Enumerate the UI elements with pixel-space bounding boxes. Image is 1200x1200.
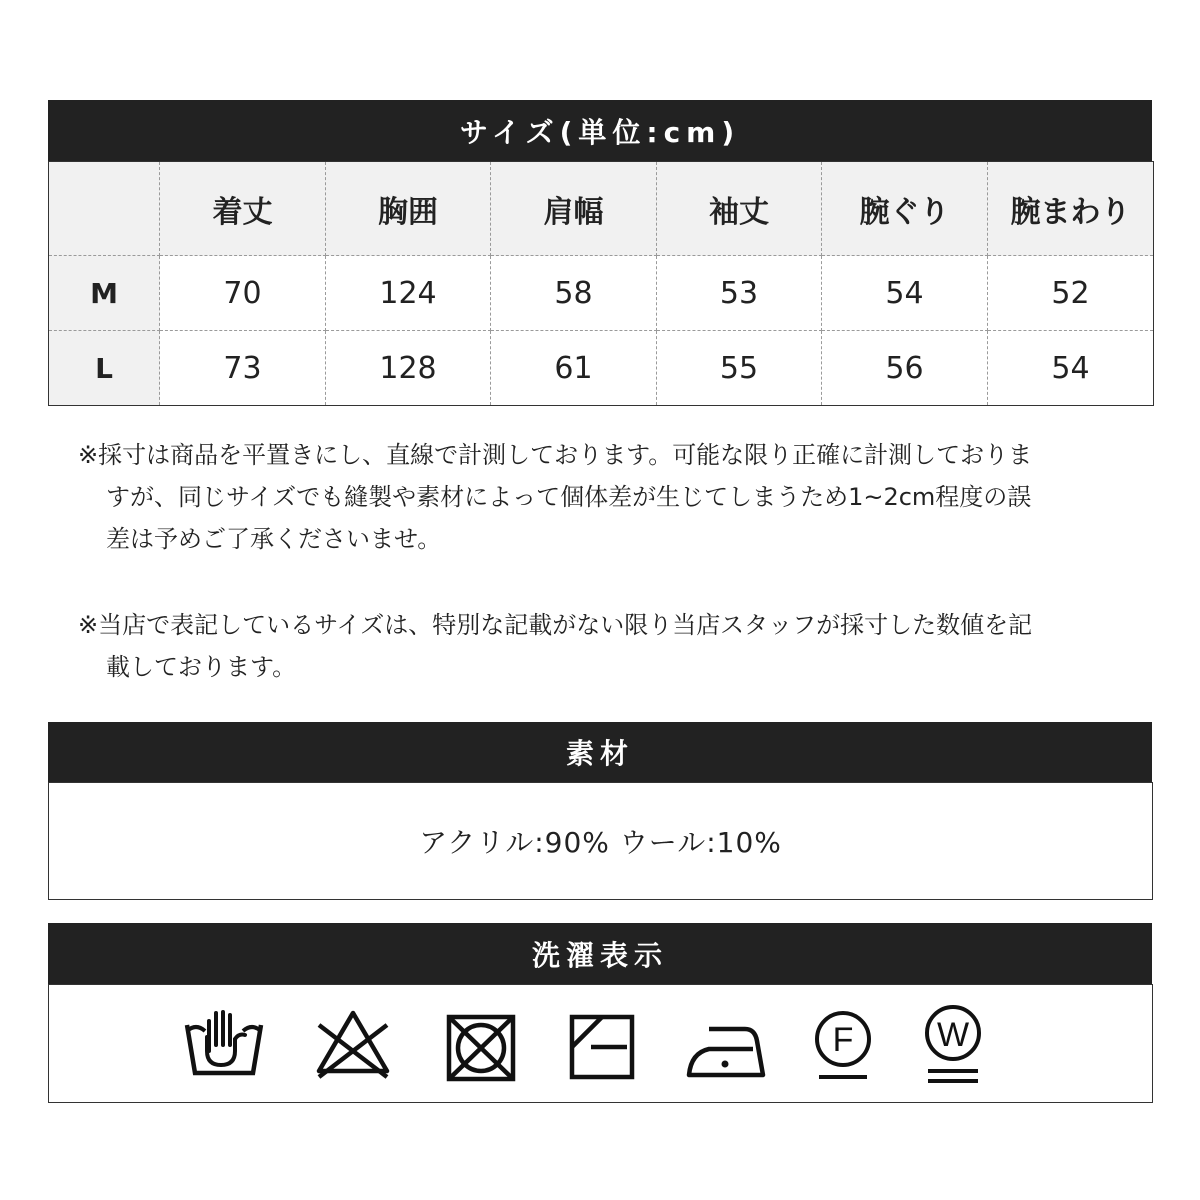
- column-header: 腕ぐり: [822, 162, 988, 256]
- table-cell: 73: [160, 331, 326, 406]
- table-cell: 53: [657, 256, 822, 331]
- table-row: [49, 256, 1154, 331]
- table-cell: 128: [326, 331, 491, 406]
- care-box: [48, 984, 1153, 1103]
- note-paragraph: ※当店で表記しているサイズは、特別な記載がない限り当店スタッフが採寸した数値を記載しております。: [78, 611, 1033, 681]
- table-cell: 61: [491, 331, 657, 406]
- wet-clean-label: W: [936, 1016, 970, 1054]
- column-header: 袖丈: [657, 162, 822, 256]
- table-cell: 55: [657, 331, 822, 406]
- line-dry-shade-icon: [569, 1014, 635, 1080]
- size-table-header-row: [49, 162, 1154, 256]
- no-tumble-dry-icon: [445, 1013, 517, 1083]
- table-row: [49, 331, 1154, 406]
- table-cell: 58: [491, 256, 657, 331]
- no-bleach-icon: [313, 1007, 393, 1081]
- size-label: L: [49, 331, 160, 406]
- size-notation-note: [78, 604, 1038, 688]
- hand-wash-icon: [183, 1007, 265, 1079]
- size-title-text: サイズ(単位:cm): [459, 115, 741, 149]
- professional-dry-clean-f-icon: [813, 1009, 873, 1083]
- size-table-corner: [49, 162, 160, 256]
- note-paragraph: ※採寸は商品を平置きにし、直線で計測しております。可能な限り正確に計測しておりますが、同じサイズでも縫製や素材によって個体差が生じてしまうため1~2cm程度の誤差は予めご了承くださいませ。: [78, 441, 1033, 553]
- table-cell: 54: [988, 331, 1154, 406]
- size-section-title: [48, 100, 1152, 161]
- professional-wet-clean-w-icon: [922, 1003, 984, 1087]
- column-header: 肩幅: [491, 162, 657, 256]
- care-title-text: 洗濯表示: [531, 938, 668, 972]
- care-icons-row: [49, 985, 1152, 1102]
- measurement-note: [78, 434, 1038, 560]
- column-header: 着丈: [160, 162, 326, 256]
- table-cell: 54: [822, 256, 988, 331]
- column-header: 腕まわり: [988, 162, 1154, 256]
- material-composition: アクリル:90% ウール:10%: [419, 826, 782, 859]
- material-box: [48, 782, 1153, 900]
- table-cell: 56: [822, 331, 988, 406]
- size-label: M: [49, 256, 160, 331]
- size-table: [48, 161, 1154, 406]
- table-cell: 124: [326, 256, 491, 331]
- material-section-title: [48, 722, 1152, 782]
- table-cell: 52: [988, 256, 1154, 331]
- care-section-title: [48, 923, 1152, 984]
- dry-clean-label: F: [832, 1021, 854, 1059]
- column-header: 胸囲: [326, 162, 491, 256]
- low-iron-icon: [685, 1023, 767, 1081]
- material-title-text: 素材: [565, 737, 634, 770]
- table-cell: 70: [160, 256, 326, 331]
